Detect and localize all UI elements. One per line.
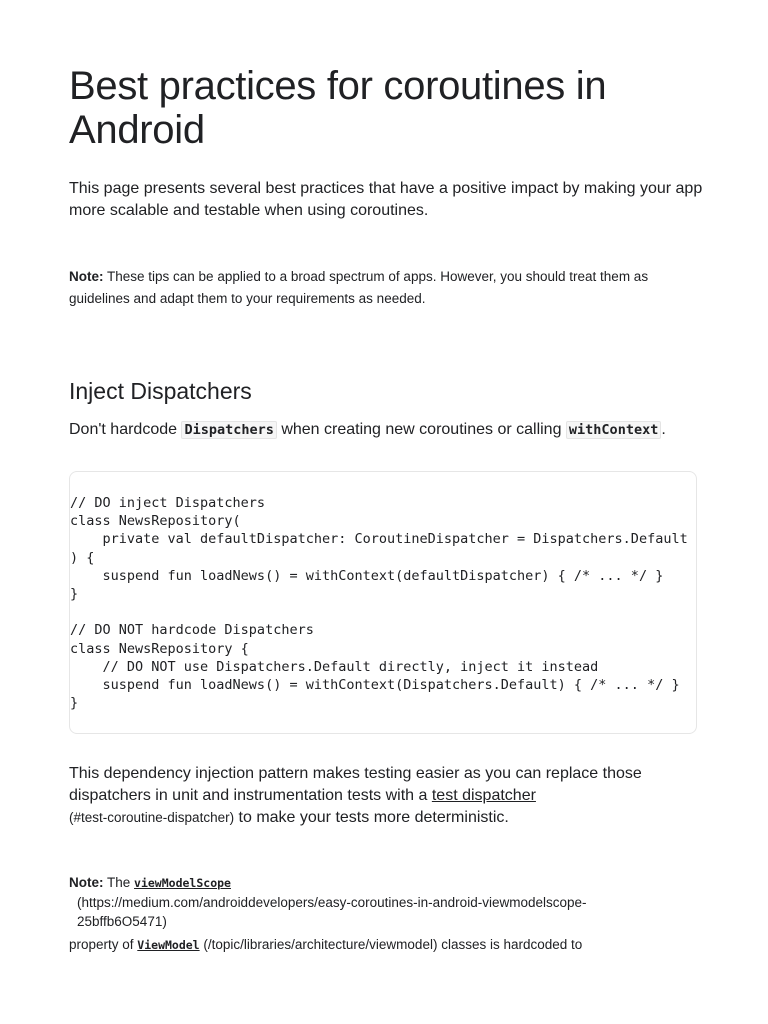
text-segment: The — [103, 875, 135, 890]
viewmodelscope-url: (https://medium.com/androiddevelopers/easy-coroutines-in-android-viewmodelscope-25bffb6O5471) — [77, 895, 587, 929]
note-viewmodelscope — [69, 873, 699, 931]
inline-code-withcontext: withContext — [566, 421, 661, 439]
text-segment: to make your tests more deterministic. — [234, 809, 509, 826]
note-label: Note: — [69, 269, 104, 284]
code-sample: // DO inject Dispatchers class NewsRepository( private val defaultDispatcher: CoroutineDispatcher = Dispatchers.Default ) { suspend fun loadNews() = withContext(defaultDispatcher) { /* ... */ } } // DO NOT hardcode Dispatchers class NewsRepository { // DO NOT use Dispatchers.Default directly, inject it instead suspend fun loadNews() = withContext(Dispatchers.Default) { /* ... */ } } — [70, 495, 688, 712]
inline-code-dispatchers: Dispatchers — [181, 421, 276, 439]
text-segment: Don't hardcode — [69, 421, 182, 438]
text-segment: property of — [69, 937, 138, 952]
text-segment: when creating new coroutines or calling — [276, 421, 566, 438]
code-block[interactable] — [69, 471, 697, 734]
intro-paragraph: This page presents several best practices that have a positive impact by making your app more scalable and testable when using coroutines. — [69, 180, 703, 219]
note-tips — [69, 266, 699, 310]
link-anchor-text: (#test-coroutine-dispatcher) — [69, 810, 235, 825]
dispatchers-paragraph — [69, 419, 709, 441]
text-segment: This dependency injection pattern makes testing easier as you can replace those dispatchers in unit and instrumentation tests with a — [69, 765, 642, 804]
viewmodel-paragraph — [69, 934, 709, 956]
text-segment: (/topic/libraries/architecture/viewmodel) classes is hardcoded to — [199, 937, 583, 952]
note-label: Note: — [69, 875, 104, 890]
section-heading-inject-dispatchers: Inject Dispatchers — [69, 378, 252, 404]
viewmodelscope-link[interactable]: viewModelScope — [134, 876, 231, 890]
note-text: These tips can be applied to a broad spectrum of apps. However, you should treat them as guidelines and adapt them to your requirements as needed. — [69, 269, 649, 306]
text-segment: . — [661, 421, 666, 438]
viewmodel-link[interactable]: ViewModel — [137, 938, 200, 952]
dependency-injection-paragraph — [69, 763, 709, 829]
test-dispatcher-link[interactable]: test dispatcher — [431, 787, 536, 804]
page-title: Best practices for coroutines in Android — [69, 64, 607, 152]
